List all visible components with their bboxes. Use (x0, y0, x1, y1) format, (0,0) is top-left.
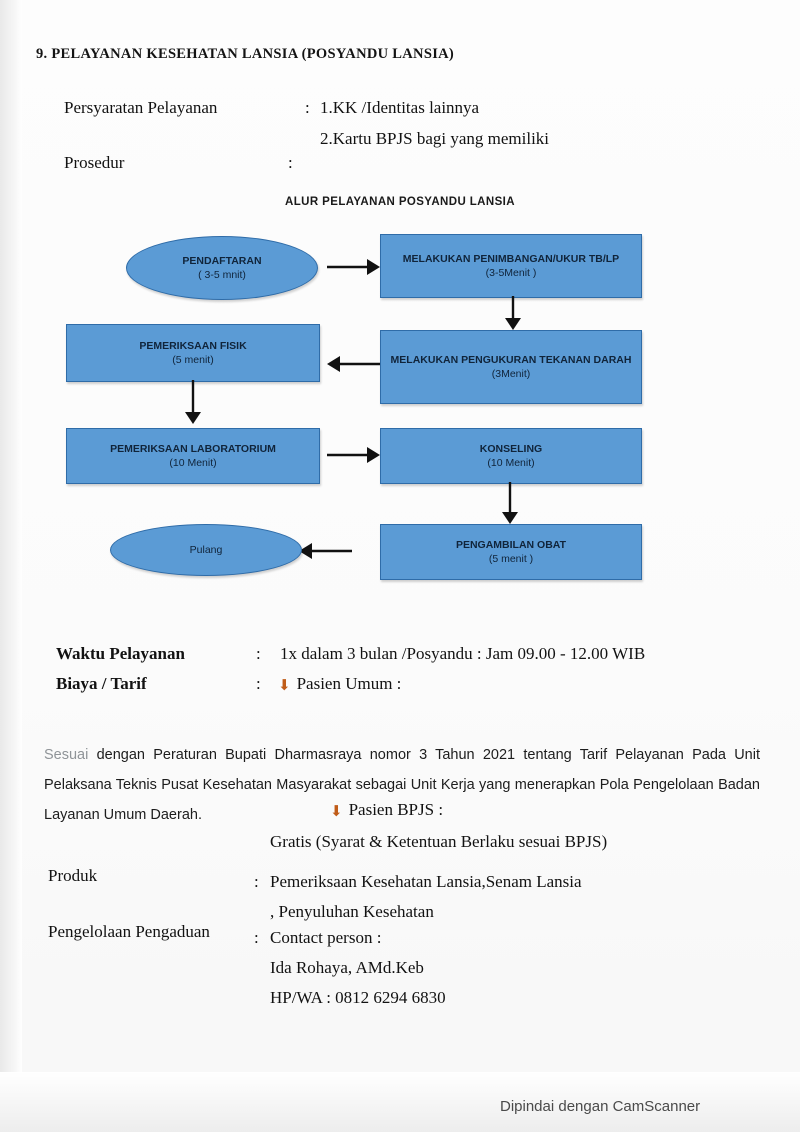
label-waktu-pelayanan: Waktu Pelayanan (56, 644, 185, 663)
colon-persyaratan: : (305, 98, 310, 117)
flow-node-tekanan-darah-line1: MELAKUKAN PENGUKURAN TEKANAN DARAH (390, 353, 632, 366)
colon-pengaduan: : (254, 928, 259, 947)
value-contact-person-label: Contact person : (270, 928, 382, 947)
colon-prosedur: : (288, 153, 293, 172)
flow-node-penimbangan-line2: (3-5Menit ) (485, 267, 537, 279)
value-biaya-pasien-umum-text: Pasien Umum : (296, 674, 402, 693)
value-contact-person-phone: HP/WA : 0812 6294 6830 (270, 988, 446, 1007)
flow-node-pulang-line1: Pulang (189, 543, 223, 556)
flow-node-konseling-line2: (10 Menit) (487, 457, 535, 469)
colon-biaya: : (256, 674, 261, 693)
camscanner-watermark: Dipindai dengan CamScanner (500, 1098, 701, 1115)
arrow-bullet-icon-2: ⬇ (330, 804, 343, 820)
flow-node-pengambilan-obat-line2: (5 menit ) (488, 553, 534, 565)
value-waktu-pelayanan: 1x dalam 3 bulan /Posyandu : Jam 09.00 - 12.00 WIB (280, 644, 646, 663)
label-persyaratan-pelayanan: Persyaratan Pelayanan (64, 98, 218, 117)
label-prosedur: Prosedur (64, 153, 125, 172)
flow-node-pendaftaran-line1: PENDAFTARAN (182, 254, 262, 267)
flow-node-tekanan-darah-line2: (3Menit) (491, 368, 531, 380)
value-persyaratan-item-2: 2.Kartu BPJS bagi yang memiliki (320, 129, 550, 148)
colon-produk: : (254, 872, 259, 891)
page-title: 9. PELAYANAN KESEHATAN LANSIA (POSYANDU LANSIA) (36, 46, 455, 62)
flow-node-pulang (110, 524, 302, 576)
flow-node-konseling (380, 428, 642, 484)
flow-node-laboratorium-line2: (10 Menit) (169, 457, 217, 469)
flow-node-pendaftaran (126, 236, 318, 300)
value-produk-line-2: , Penyuluhan Kesehatan (270, 902, 434, 921)
flow-node-pendaftaran-line2: ( 3-5 mnit) (198, 269, 246, 281)
label-produk: Produk (48, 866, 98, 885)
tarif-paragraph: Sesuai dengan Peraturan Bupati Dharmasraya nomor 3 Tahun 2021 tentang Tarif Pelayanan Pada Unit Pelaksana Teknis Pusat Kesehatan Masyarakat sebagai Unit Kerja yang menerapkan Pola Pengelolaan Badan Layanan Umum Daerah. (44, 747, 760, 823)
flow-node-tekanan-darah (380, 330, 642, 404)
flow-node-konseling-line1: KONSELING (479, 442, 543, 455)
value-biaya-pasien-umum (278, 674, 401, 694)
arrow-bullet-icon: ⬇ (278, 678, 291, 694)
arrow-obat-to-pulang (298, 538, 354, 564)
arrow-laboratorium-to-konseling (325, 442, 381, 468)
colon-waktu: : (256, 644, 261, 663)
flow-node-pengambilan-obat-line1: PENGAMBILAN OBAT (455, 538, 567, 551)
value-produk-line-1: Pemeriksaan Kesehatan Lansia,Senam Lansia (270, 872, 582, 891)
flow-node-pengambilan-obat (380, 524, 642, 580)
flow-node-penimbangan (380, 234, 642, 298)
label-pengelolaan-pengaduan: Pengelolaan Pengaduan (48, 922, 210, 941)
value-contact-person-name: Ida Rohaya, AMd.Keb (270, 958, 424, 977)
flowchart-title: ALUR PELAYANAN POSYANDU LANSIA (285, 196, 515, 208)
flow-node-laboratorium-line1: PEMERIKSAAN LABORATORIUM (110, 442, 276, 455)
value-persyaratan-item-1: 1.KK /Identitas lainnya (320, 98, 480, 117)
arrow-tekanan-darah-to-fisik (326, 351, 382, 377)
flow-node-laboratorium (66, 428, 320, 484)
value-bpjs-note: Gratis (Syarat & Ketentuan Berlaku sesuai BPJS) (270, 832, 608, 851)
flow-node-penimbangan-line1: MELAKUKAN PENIMBANGAN/UKUR TB/LP (402, 252, 620, 265)
arrow-konseling-to-obat (497, 482, 523, 524)
flowchart (0, 196, 800, 596)
flow-node-pemeriksaan-fisik-line2: (5 menit) (172, 354, 214, 366)
label-biaya-tarif: Biaya / Tarif (56, 674, 147, 693)
arrow-penimbangan-to-tekanan-darah (500, 296, 526, 330)
value-pasien-bpjs-text: Pasien BPJS : (348, 800, 444, 819)
value-pasien-bpjs (330, 800, 443, 820)
arrow-fisik-to-laboratorium (180, 380, 206, 424)
flow-node-pemeriksaan-fisik (66, 324, 320, 382)
flow-node-pemeriksaan-fisik-line1: PEMERIKSAAN FISIK (139, 339, 247, 352)
arrow-pendaftaran-to-penimbangan (325, 254, 381, 280)
